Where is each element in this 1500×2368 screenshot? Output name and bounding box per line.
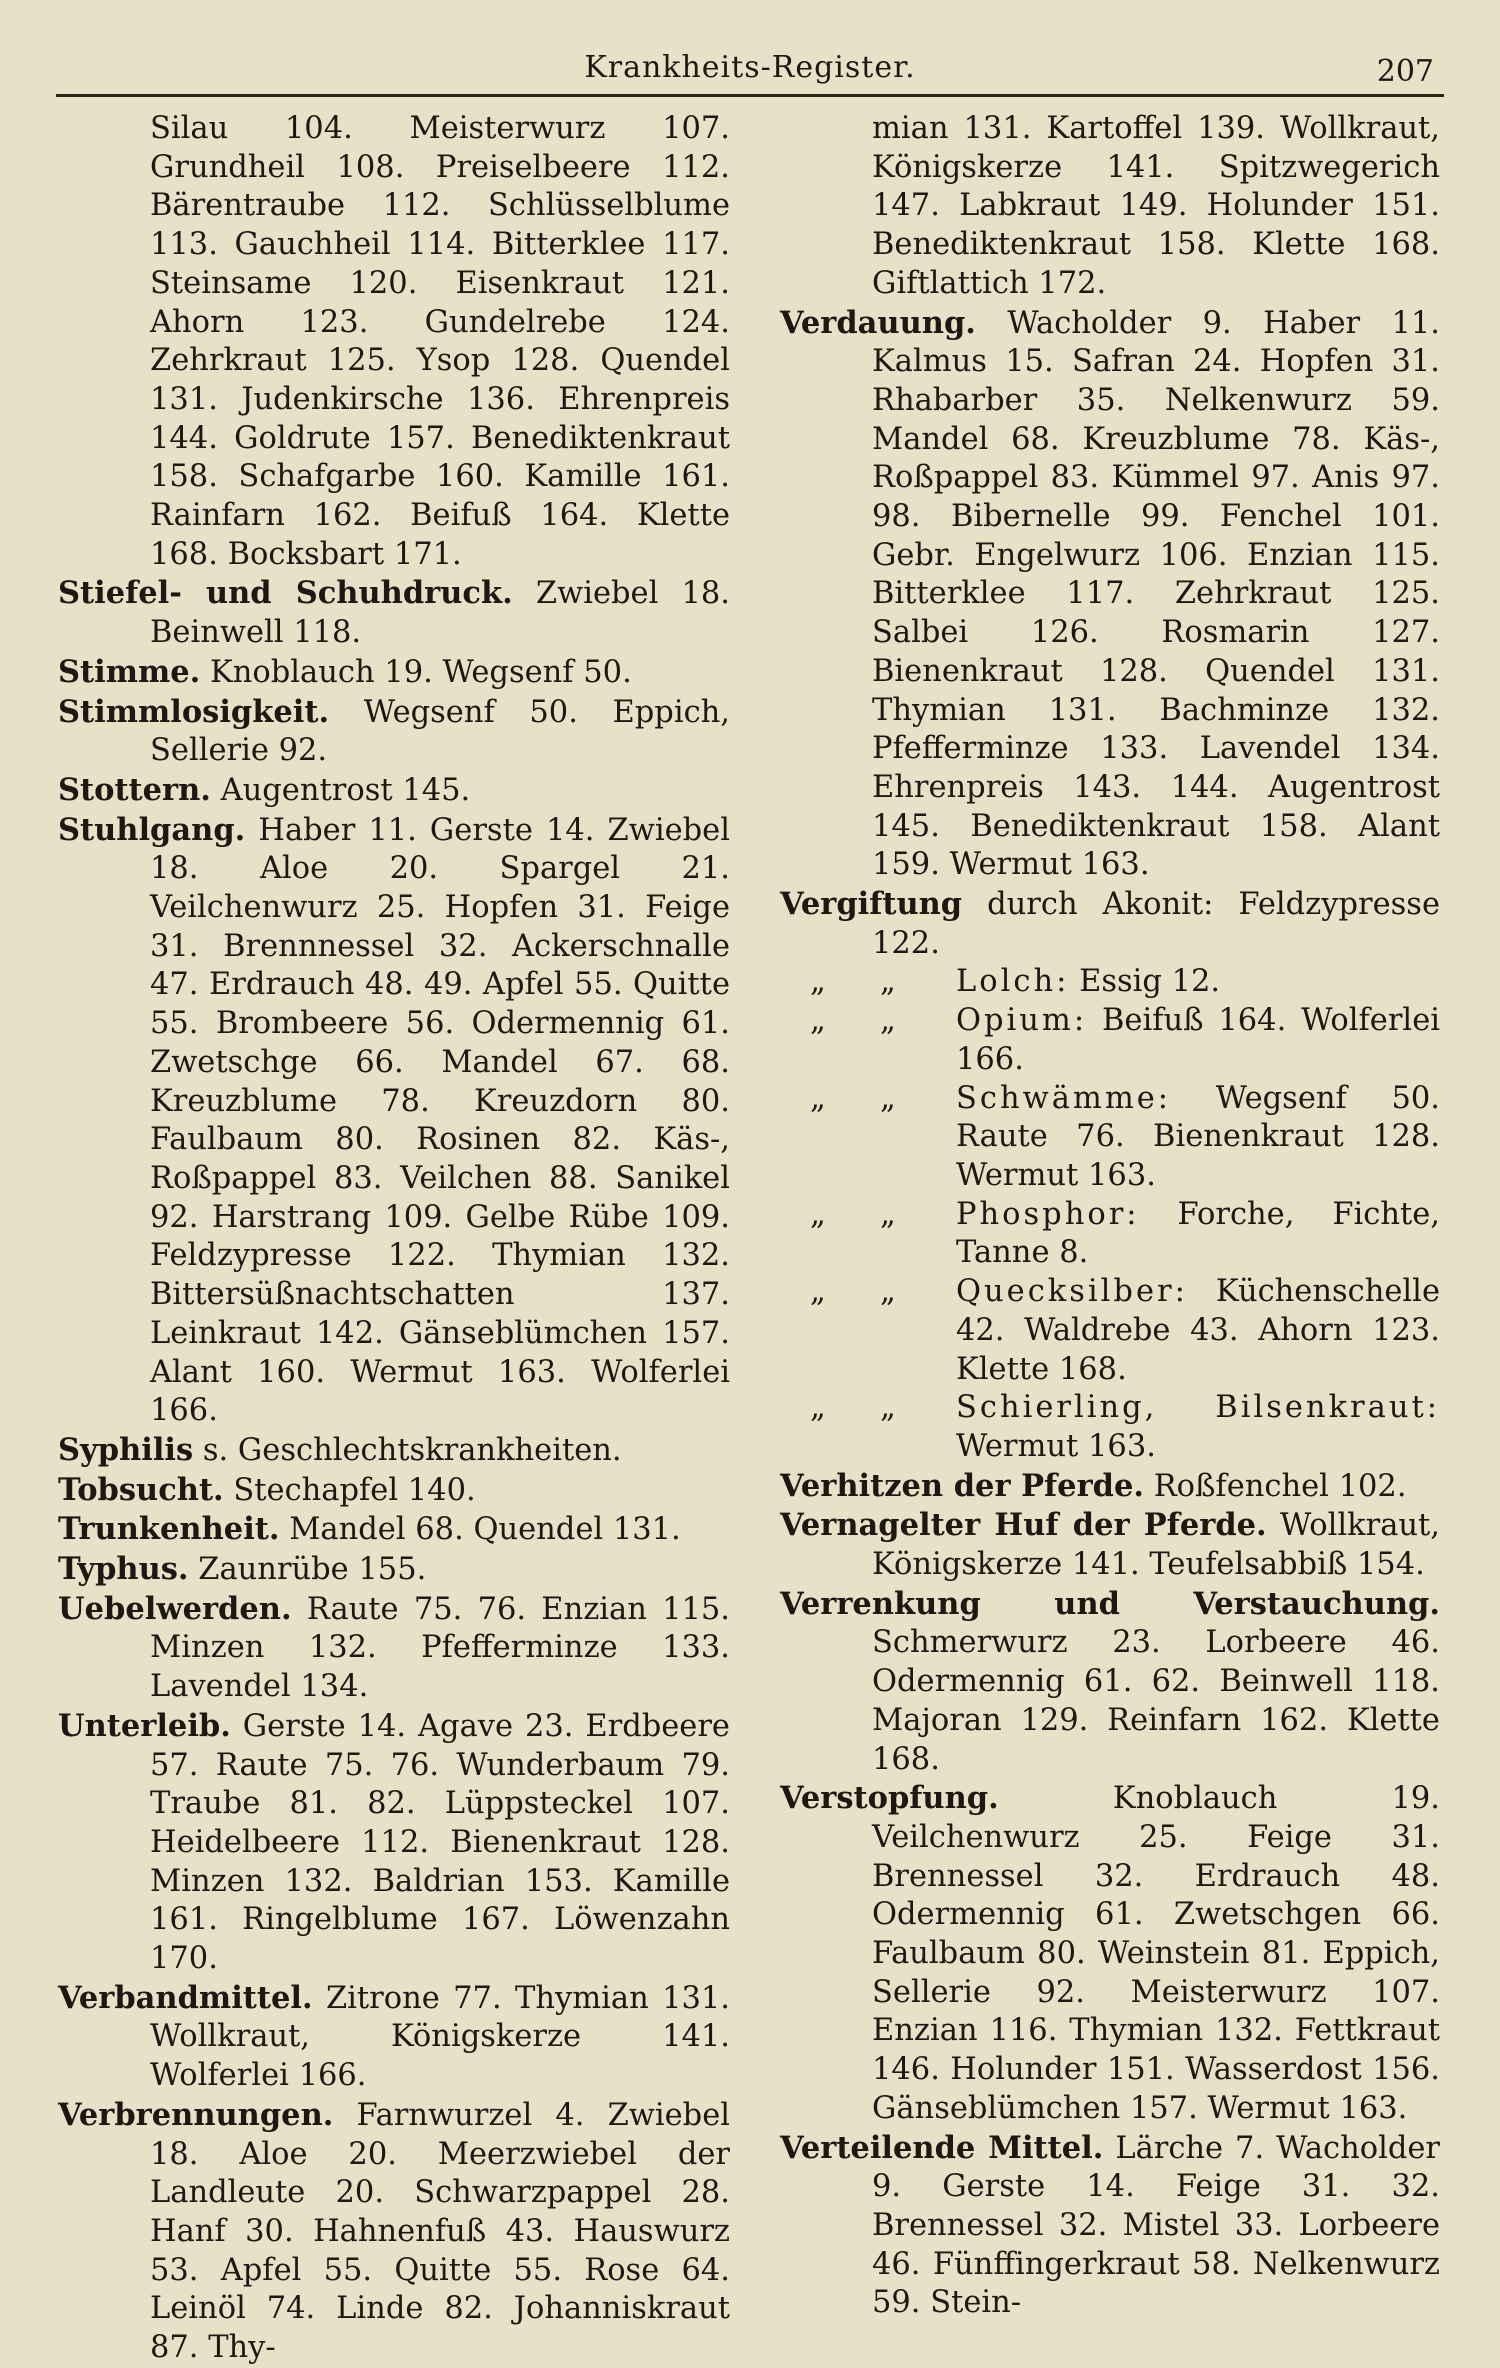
index-entry [58, 574, 730, 652]
index-entry [58, 1590, 730, 1707]
ditto-marks [810, 1080, 950, 1119]
index-entry-text: Wollkraut, Königskerze 141. Teufelsabbiß 154. [872, 1508, 1440, 1583]
index-term: Verteilende Mittel. [780, 2129, 1104, 2166]
index-entry-text: Lärche 7. Wacholder 9. Gerste 14. Feige 31. 32. Brennessel 32. Mistel 33. Lorbeere 46. Fünffingerkraut 58. Nelkenwurz 59. Stein- [872, 2130, 1440, 2321]
ditto-mark: „ [810, 1390, 826, 1426]
index-subentry-text: Beifuß 164. Wolferlei 166. [956, 1003, 1440, 1077]
index-entry [780, 110, 1440, 304]
index-subentry-text: Küchenschelle 42. Waldrebe 43. Ahorn 123. Klette 168. [956, 1274, 1440, 1387]
ditto-mark: „ [810, 1274, 826, 1310]
ditto-mark: „ [810, 1003, 826, 1039]
index-term: Vergiftung [780, 886, 963, 923]
ditto-mark: „ [880, 1390, 896, 1426]
index-entry-text: Knoblauch 19. Wegsenf 50. [209, 654, 632, 690]
index-subentry-term: Schwämme: [956, 1080, 1172, 1116]
index-term: Tobsucht. [58, 1471, 224, 1508]
index-term: Verhitzen der Pferde. [780, 1467, 1145, 1504]
left-column [58, 110, 730, 2368]
ditto-marks [810, 1196, 950, 1235]
index-subentry [780, 1002, 1440, 1079]
ditto-marks [810, 1002, 950, 1041]
index-entry-text: Zwiebel 18. Beinwell 118. [150, 576, 730, 651]
index-entry [780, 1779, 1440, 2128]
index-entry-text: Zaunrübe 155. [198, 1552, 427, 1588]
ditto-mark: „ [880, 1196, 896, 1232]
ditto-mark: „ [810, 1080, 826, 1116]
ditto-mark: „ [810, 964, 826, 1000]
index-entry [780, 1506, 1440, 1584]
page-title: Krankheits-Register. [584, 50, 916, 85]
index-term: Verstopfung. [780, 1780, 999, 1817]
index-term: Syphilis [58, 1431, 194, 1468]
page-number: 207 [1376, 54, 1434, 89]
index-entry [58, 771, 730, 811]
ditto-marks [810, 963, 950, 1002]
header-rule [56, 94, 1444, 97]
index-term: Typhus. [58, 1551, 189, 1588]
index-entry-text: Augentrost 145. [220, 772, 471, 808]
index-entry [58, 1979, 730, 2096]
index-entry-text: Farnwurzel 4. Zwiebel 18. Aloe 20. Meerzwiebel der Landleute 20. Schwarzpappel 28. Hanf 30. Hahnenfuß 43. Hauswurz 53. Apfel 55. Quitte 55. Rose 64. Leinöl 74. Linde 82. Johanniskraut 87. Thy- [150, 2097, 731, 2366]
index-entry-text: Mandel 68. Quendel 131. [289, 1512, 681, 1548]
index-entry [780, 304, 1440, 886]
index-entry [58, 1471, 730, 1511]
ditto-mark: „ [810, 1196, 826, 1232]
index-entry-text: Zitrone 77. Thymian 131. Wollkraut, Königskerze 141. Wolferlei 166. [150, 1980, 730, 2094]
index-entry-text: Silau 104. Meisterwurz 107. Grundheil 108. Preiselbeere 112. Bärentraube 112. Schlüsselblume 113. Gauchheil 114. Bitterklee 117. Steinsame 120. Eisenkraut 121. Ahorn 123. Gundelrebe 124. Zehrkraut 125. Ysop 128. Quendel 131. Judenkirsche 136. Ehrenpreis 144. Goldrute 157. Benediktenkraut 158. Schafgarbe 160. Kamille 161. Rainfarn 162. Beifuß 164. Klette 168. Bocksbart 171. [150, 111, 730, 572]
index-term: Verrenkung und Verstauchung. [780, 1585, 1440, 1622]
index-subentry-text: Wermut 163. [956, 1428, 1156, 1464]
index-term: Stottern. [58, 771, 211, 808]
index-term: Trunkenheit. [58, 1511, 280, 1548]
index-term: Stiefel- und Schuhdruck. [58, 575, 513, 612]
ditto-mark: „ [880, 1274, 896, 1310]
index-entry-text: Wegsenf 50. Eppich, Sellerie 92. [150, 694, 731, 769]
index-entry-text: Haber 11. Gerste 14. Zwiebel 18. Aloe 20. Spargel 21. Veilchenwurz 25. Hopfen 31. Feige 31. Brennnessel 32. Ackerschnalle 47. Erdrauch 48. 49. Apfel 55. Quitte 55. Brombeere 56. Odermennig 61. Zwetschge 66. Mandel 67. 68. Kreuzblume 78. Kreuzdorn 80. Faulbaum 80. Rosinen 82. Käs-, Roßpappel 83. Veilchen 88. Sanikel 92. Harstrang 109. Gelbe Rübe 109. Feldzypresse 122. Thymian 132. Bittersüßnachtschatten 137. Leinkraut 142. Gänseblümchen 157. Alant 160. Wermut 163. Wolferlei 166. [150, 812, 730, 1429]
index-subentry-term: Schierling, Bilsenkraut: [956, 1390, 1440, 1426]
index-entry-text: mian 131. Kartoffel 139. Wollkraut, Königskerze 141. Spitzwegerich 147. Labkraut 149. Holunder 151. Benediktenkraut 158. Klette 168. Giftlattich 172. [872, 111, 1440, 301]
index-term: Verdauung. [780, 304, 976, 341]
index-entry [58, 653, 730, 693]
index-entry [58, 1510, 730, 1550]
index-subentry-text: Forche, Fichte, Tanne 8. [956, 1196, 1440, 1271]
ditto-mark: „ [880, 964, 896, 1000]
index-entry [58, 2096, 730, 2368]
index-entry [58, 693, 730, 771]
index-entry-text: Gerste 14. Agave 23. Erdbeere 57. Raute 75. 76. Wunderbaum 79. Traube 81. 82. Lüppsteckel 107. Heidelbeere 112. Bienenkraut 128. Minzen 132. Baldrian 153. Kamille 161. Ringelblume 167. Löwenzahn 170. [150, 1708, 730, 1977]
index-entry [58, 1431, 730, 1471]
index-entry [58, 110, 730, 574]
index-term: Verbandmittel. [58, 1979, 313, 2016]
index-entry [58, 811, 730, 1431]
index-entry [780, 885, 1440, 963]
ditto-marks [810, 1273, 950, 1312]
index-entry [58, 1550, 730, 1590]
ditto-mark: „ [880, 1080, 896, 1116]
index-subentry-text: Wegsenf 50. Raute 76. Bienenkraut 128. Wermut 163. [956, 1080, 1440, 1193]
ditto-marks [810, 1389, 950, 1428]
index-term: Verbrennungen. [58, 2096, 334, 2133]
right-column [780, 110, 1440, 2323]
index-entry-text: durch Akonit: Feldzypresse 122. [872, 887, 1440, 961]
index-entry-text: Raute 75. 76. Enzian 115. Minzen 132. Pfefferminze 133. Lavendel 134. [150, 1591, 730, 1705]
index-subentry [780, 1196, 1440, 1273]
index-subentry [780, 1389, 1440, 1466]
index-term: Stimme. [58, 653, 201, 690]
index-entry-text: Stechapfel 140. [233, 1472, 476, 1508]
index-subentry-term: Phosphor: [956, 1196, 1140, 1232]
index-entry-text: s. Geschlechtskrankheiten. [202, 1432, 622, 1468]
index-subentry [780, 963, 1440, 1002]
index-entry [780, 1585, 1440, 1780]
index-entry [58, 1707, 730, 1979]
ditto-mark: „ [880, 1003, 896, 1039]
index-entry-text: Schmerwurz 23. Lorbeere 46. Odermennig 61. 62. Beinwell 118. Majoran 129. Reinfarn 162. Klette 168. [872, 1625, 1440, 1777]
index-entry-text: Roßfenchel 102. [1153, 1468, 1407, 1504]
index-entry [780, 2129, 1440, 2324]
index-subentry-term: Quecksilber: [956, 1274, 1188, 1310]
index-entry-text: Knoblauch 19. Veilchenwurz 25. Feige 31. Brennessel 32. Erdrauch 48. Odermennig 61. Zwetschgen 66. Faulbaum 80. Weinstein 81. Eppich, Sellerie 92. Meisterwurz 107. Enzian 116. Thymian 132. Fettkraut 146. Holunder 151. Wasserdost 156. Gänseblümchen 157. Wermut 163. [872, 1781, 1440, 2126]
index-term: Stimmlosigkeit. [58, 693, 330, 730]
index-term: Vernagelter Huf der Pferde. [780, 1507, 1267, 1544]
index-term: Uebelwerden. [58, 1590, 292, 1627]
index-term: Unterleib. [58, 1707, 231, 1744]
index-subentry-term: Lolch: [956, 964, 1070, 1000]
index-entry-text: Wacholder 9. Haber 11. Kalmus 15. Safran 24. Hopfen 31. Rhabarber 35. Nelkenwurz 59. Mandel 68. Kreuzblume 78. Käs-, Roßpappel 83. Kümmel 97. Anis 97. 98. Bibernelle 99. Fenchel 101. Gebr. Engelwurz 106. Enzian 115. Bitterklee 117. Zehrkraut 125. Salbei 126. Rosmarin 127. Bienenkraut 128. Quendel 131. Thymian 131. Bachminze 132. Pfefferminze 133. Lavendel 134. Ehrenpreis 143. 144. Augentrost 145. Benediktenkraut 158. Alant 159. Wermut 163. [872, 305, 1440, 883]
index-term: Stuhlgang. [58, 811, 246, 848]
index-subentry-text: Essig 12. [1079, 964, 1221, 1000]
index-subentry-term: Opium: [956, 1003, 1088, 1039]
index-subentry [780, 1273, 1440, 1389]
running-head [0, 0, 1500, 92]
index-entry [780, 1467, 1440, 1507]
index-subentry [780, 1080, 1440, 1196]
